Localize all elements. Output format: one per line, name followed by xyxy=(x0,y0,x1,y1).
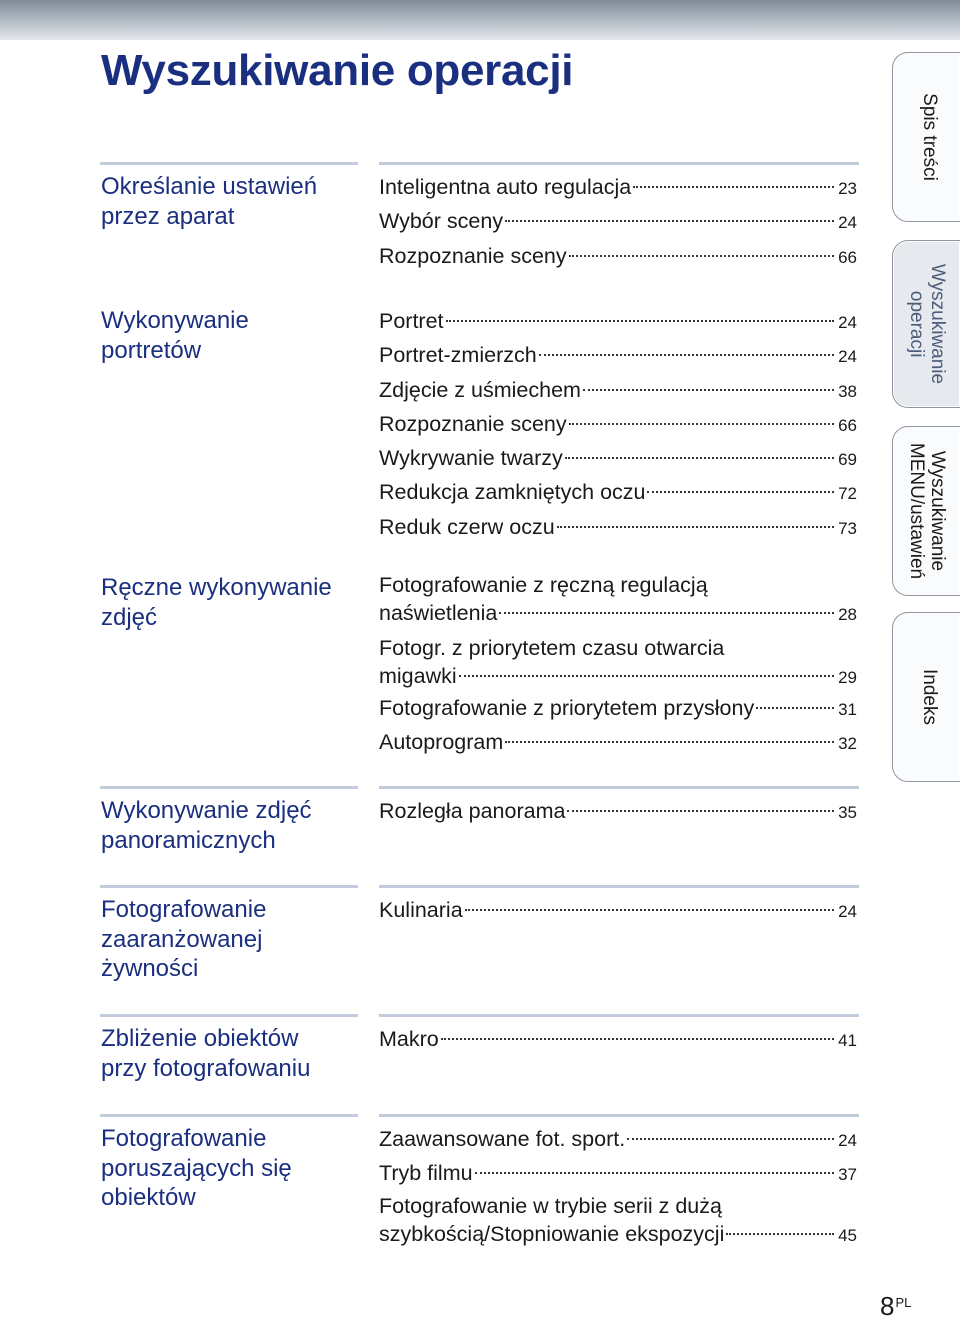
page-ref: 32 xyxy=(838,734,857,754)
dot-leader xyxy=(459,674,834,677)
item-list xyxy=(379,1123,857,1250)
page-ref: 24 xyxy=(838,213,857,233)
list-item[interactable]: Zaawansowane fot. sport. 24 xyxy=(379,1123,857,1157)
list-item[interactable]: Tryb filmu 37 xyxy=(379,1157,857,1191)
dot-leader xyxy=(633,185,834,188)
side-navigation xyxy=(892,52,960,782)
page-ref: 37 xyxy=(838,1165,857,1185)
list-item[interactable]: Autoprogram 32 xyxy=(379,726,857,760)
category-label: Zbliżenie obiektów przy fotografowaniu xyxy=(101,1025,311,1082)
list-item[interactable]: Rozległa panorama 35 xyxy=(379,795,857,829)
section-rule xyxy=(100,786,358,789)
page-ref: 23 xyxy=(838,179,857,198)
list-item[interactable]: Rozpoznanie sceny 66 xyxy=(379,408,857,442)
list-item[interactable]: Wybór sceny 24 xyxy=(379,205,857,239)
page-ref: 41 xyxy=(838,1031,857,1050)
list-item[interactable]: Reduk czerw oczu 73 xyxy=(379,511,857,545)
dot-leader xyxy=(499,611,834,614)
page-ref: 73 xyxy=(838,518,857,538)
dot-leader xyxy=(627,1137,834,1140)
top-band xyxy=(0,0,960,40)
category-label: Fotografowanie zaaranżowanej żywności xyxy=(101,896,267,982)
page-ref: 29 xyxy=(838,668,857,687)
item-list xyxy=(379,171,857,274)
category-label: Określanie ustawień przez aparat xyxy=(101,173,318,230)
page-ref: 45 xyxy=(838,1225,857,1245)
page-ref: 66 xyxy=(838,415,857,435)
page-title: Wyszukiwanie operacji xyxy=(101,46,574,95)
section-rule xyxy=(379,786,859,789)
dot-leader xyxy=(569,254,834,257)
list-item[interactable]: Zdjęcie z uśmiechem 38 xyxy=(379,374,857,408)
dot-leader xyxy=(446,319,835,322)
section-rule xyxy=(100,1114,358,1117)
dot-leader xyxy=(647,490,834,493)
dot-leader xyxy=(756,706,834,709)
page-ref: 24 xyxy=(838,902,857,921)
page-ref: 38 xyxy=(838,381,857,401)
section-rule xyxy=(100,1014,358,1017)
list-item[interactable]: Wykrywanie twarzy 69 xyxy=(379,442,857,476)
dot-leader xyxy=(539,353,834,356)
list-item[interactable]: Fotografowanie w trybie serii z dużą szybkością/Stopniowanie ekspozycji 45 xyxy=(379,1192,857,1250)
dot-leader xyxy=(569,422,834,425)
category-label: Wykonywanie zdjęć panoramicznych xyxy=(101,797,312,854)
page-ref: 28 xyxy=(838,605,857,624)
section-rule xyxy=(379,162,859,165)
section-rule xyxy=(379,885,859,888)
dot-leader xyxy=(505,740,834,743)
tab-operation-search[interactable]: Wyszukiwanie operacji xyxy=(892,240,960,408)
page-ref: 24 xyxy=(838,1131,857,1150)
category-label: Ręczne wykonywanie zdjęć xyxy=(101,574,332,631)
tab-menu-settings-search[interactable]: Wyszukiwanie MENU/ustawień xyxy=(892,426,960,596)
list-item[interactable]: Fotografowanie z ręczną regulacją naświetlenia 28 xyxy=(379,572,857,629)
page-ref: 66 xyxy=(838,247,857,267)
category-label: Fotografowanie poruszających się obiektów xyxy=(101,1125,292,1211)
item-list xyxy=(379,795,857,829)
dot-leader xyxy=(465,908,834,911)
dot-leader xyxy=(583,388,834,391)
page-number: $8^{PL}$ xyxy=(880,1291,912,1321)
item-list xyxy=(379,305,857,545)
item-list xyxy=(379,1023,857,1057)
item-list xyxy=(379,572,857,761)
list-item[interactable]: Portret-zmierzch 24 xyxy=(379,339,857,373)
dot-leader xyxy=(565,456,834,459)
list-item[interactable]: Rozpoznanie sceny 66 xyxy=(379,240,857,274)
list-item[interactable]: Fotogr. z priorytetem czasu otwarcia migawki 29 xyxy=(379,635,857,692)
dot-leader xyxy=(567,809,834,812)
page-ref: 24 xyxy=(838,313,857,332)
list-item[interactable]: Kulinaria 24 xyxy=(379,894,857,928)
list-item[interactable]: Makro 41 xyxy=(379,1023,857,1057)
dot-leader xyxy=(505,219,834,222)
page-ref: 69 xyxy=(838,450,857,470)
page-ref: 72 xyxy=(838,484,857,504)
list-item[interactable]: Fotografowanie z priorytetem przysłony 31 xyxy=(379,692,857,726)
list-item[interactable]: Redukcja zamkniętych oczu 72 xyxy=(379,476,857,510)
list-item[interactable]: Portret 24 xyxy=(379,305,857,339)
page-ref: 31 xyxy=(838,700,857,719)
tab-table-of-contents[interactable]: Spis treści xyxy=(892,52,960,222)
category-label: Wykonywanie portretów xyxy=(101,307,249,364)
list-item[interactable]: Inteligentna auto regulacja 23 xyxy=(379,171,857,205)
section-rule xyxy=(100,162,358,165)
section-rule xyxy=(379,1114,859,1117)
dot-leader xyxy=(441,1037,834,1040)
tab-index[interactable]: Indeks xyxy=(892,612,960,782)
dot-leader xyxy=(726,1232,834,1235)
dot-leader xyxy=(475,1171,835,1174)
page-ref: 24 xyxy=(838,347,857,367)
dot-leader xyxy=(557,525,834,528)
section-rule xyxy=(379,1014,859,1017)
item-list xyxy=(379,894,857,928)
section-rule xyxy=(100,885,358,888)
page-ref: 35 xyxy=(838,803,857,822)
